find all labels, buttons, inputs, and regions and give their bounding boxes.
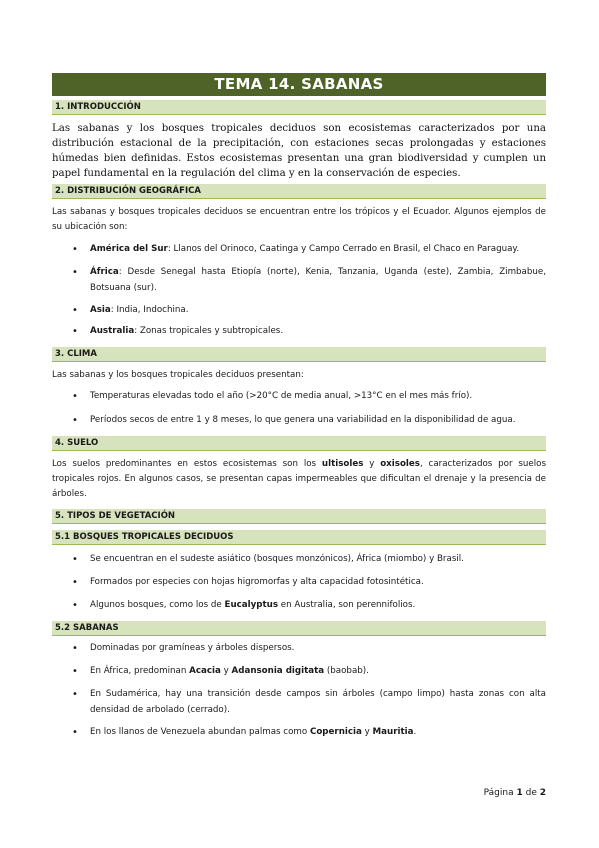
- bullet-icon: •: [72, 600, 78, 611]
- list-item: • Dominadas por gramíneas y árboles dispersos.: [70, 641, 546, 657]
- bullet-icon: •: [72, 577, 78, 588]
- list-item: • Algunos bosques, como los de Eucalyptus en Australia, son perennifolios.: [70, 598, 546, 614]
- list-item: • Períodos secos de entre 1 y 8 meses, lo que genera una variabilidad en la disponibilidad de agua.: [70, 413, 546, 429]
- list-item: • En los llanos de Venezuela abundan palmas como Copernicia y Mauritia.: [70, 725, 546, 741]
- bullet-icon: •: [72, 244, 78, 255]
- section-heading-distribucion: 2. DISTRIBUCIÓN GEOGRÁFICA: [52, 184, 546, 199]
- list-item: • Temperaturas elevadas todo el año (>20°C de media anual, >13°C en el mes más frío).: [70, 389, 546, 405]
- bullet-icon: •: [72, 267, 78, 278]
- distribucion-paragraph: Las sabanas y bosques tropicales deciduos se encuentran entre los trópicos y el Ecuador. Algunos ejemplos de su ubicación son:: [52, 207, 546, 232]
- page-number: Página 1 de 2: [483, 788, 546, 798]
- bullet-icon: •: [72, 415, 78, 426]
- list-item: • Australia: Zonas tropicales y subtropicales.: [70, 324, 546, 340]
- bullet-icon: •: [72, 391, 78, 402]
- section-heading-suelo: 4. SUELO: [52, 436, 546, 451]
- list-item: • En África, predominan Acacia y Adansonia digitata (baobab).: [70, 664, 546, 680]
- list-item: • África: Desde Senegal hasta Etiopía (norte), Kenia, Tanzania, Uganda (este), Zambia, Zimbabue, Botsuana (sur).: [72, 267, 546, 293]
- list-item: • Asia: India, Indochina.: [70, 303, 546, 319]
- bullet-icon: •: [72, 305, 78, 316]
- section-heading-clima: 3. CLIMA: [52, 347, 546, 362]
- subsection-heading-sabanas: 5.2 SABANAS: [52, 621, 546, 636]
- bullet-icon: •: [72, 554, 78, 565]
- list-item: • Se encuentran en el sudeste asiático (bosques monzónicos), África (miombo) y Brasil.: [70, 552, 546, 568]
- intro-paragraph: Las sabanas y los bosques tropicales deciduos son ecosistemas caracterizados por una distribución estacional de la precipitación, con estaciones secas prolongadas y estaciones húmedas bien definidas. Estos ecosistemas presentan una gran biodiversidad y cumplen un papel fundamental en la regulación del clima y en la conservación de especies.: [52, 123, 546, 179]
- bullet-icon: •: [72, 326, 78, 337]
- clima-paragraph: Las sabanas y los bosques tropicales deciduos presentan:: [52, 370, 304, 380]
- section-heading-vegetacion: 5. TIPOS DE VEGETACIÓN: [52, 509, 546, 524]
- bullet-icon: •: [72, 643, 78, 654]
- bullet-icon: •: [72, 689, 78, 700]
- subsection-heading-bosques: 5.1 BOSQUES TROPICALES DECIDUOS: [52, 530, 546, 545]
- suelo-paragraph: Los suelos predominantes en estos ecosistemas son los ultisoles y oxisoles, caracterizados por suelos tropicales rojos. En algunos casos, se presentan capas impermeables que dificultan el drenaje y la presencia de árboles.: [52, 459, 546, 499]
- bullet-icon: •: [72, 727, 78, 738]
- bullet-icon: •: [72, 666, 78, 677]
- list-item: • América del Sur: Llanos del Orinoco, Caatinga y Campo Cerrado en Brasil, el Chaco en Paraguay.: [70, 242, 546, 258]
- list-item: • Formados por especies con hojas higromorfas y alta capacidad fotosintética.: [70, 575, 546, 591]
- list-item: • En Sudamérica, hay una transición desde campos sin árboles (campo limpo) hasta zonas con alta densidad de arbolado (cerrado).: [72, 689, 546, 715]
- document-title: TEMA 14. SABANAS: [52, 73, 546, 96]
- section-heading-introduccion: 1. INTRODUCCIÓN: [52, 100, 546, 115]
